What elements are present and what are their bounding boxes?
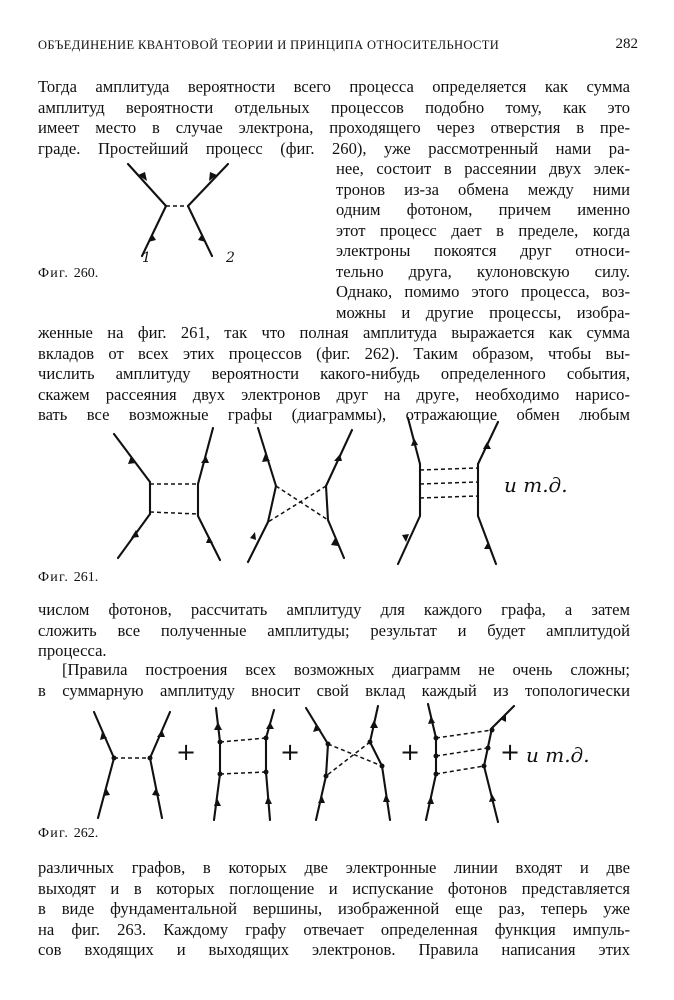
caption-number: 261. <box>73 570 99 585</box>
text-line: [Правила построения всех возможных диаграмм не очень сложны; <box>62 660 630 679</box>
text-line: в суммарную амплитуду вносит свой вклад каждый из топологически <box>38 680 630 700</box>
caption-label: Фиг. <box>38 570 70 585</box>
paragraph-4 <box>38 858 630 961</box>
feynman-diagram-ladder-2 <box>214 708 274 820</box>
paragraph-1-wrap <box>336 159 630 323</box>
etc-label: и т.д. <box>504 473 568 497</box>
text-line: тронов из-за обмена между ними <box>336 179 630 199</box>
figure-262-caption <box>38 826 98 842</box>
plus-sign: + <box>176 738 197 766</box>
text-line: выходят и в которых поглощение и испускание фотонов представляется <box>38 878 630 898</box>
figure-261-caption <box>38 570 98 586</box>
arrow-icon <box>148 234 156 242</box>
text-line: вкладов от всех этих процессов (фиг. 262). Таким образом, чтобы вы- <box>38 343 630 363</box>
text-line: нее, состоит в рассеянии двух элек- <box>336 159 630 178</box>
feynman-diagram-single <box>94 712 170 818</box>
text-line: одним фотоном, причем именно <box>336 200 630 219</box>
paragraph-3 <box>38 660 630 701</box>
figure-262 <box>80 702 600 827</box>
feynman-diagram-ladder-3 <box>398 418 498 564</box>
running-header-title: ОБЪЕДИНЕНИЕ КВАНТОВОЙ ТЕОРИИ И ПРИНЦИПА ОТНОСИТЕЛЬНОСТИ <box>38 38 500 52</box>
text-line: тельно друга, кулоновскую силу. <box>336 261 630 281</box>
text-line: числить амплитуду вероятности какого-нибудь определенного события, <box>38 364 630 383</box>
feynman-diagram-crossed <box>306 706 390 820</box>
arrow-icon <box>198 234 206 242</box>
paragraph-1-bottom <box>38 323 630 426</box>
text-line: на фиг. 263. Каждому графу отвечает определенная функция импуль- <box>38 919 630 939</box>
text-line: числом фотонов, рассчитать амплитуду для каждого графа, а затем <box>38 600 630 619</box>
electron-line <box>188 164 228 206</box>
plus-sign: + <box>500 738 521 766</box>
paragraph-2 <box>38 600 630 662</box>
figure-261 <box>100 412 580 572</box>
particle-label-2: 2 <box>226 250 235 266</box>
feynman-diagram-ladder-2 <box>114 428 220 560</box>
text-line: имеет место в случае электрона, проходящего через отверстия в пре- <box>38 118 630 137</box>
text-line: в виде фундаментальной вершины, изображенной еще раз, теперь уже <box>38 899 630 918</box>
feynman-diagram-crossed <box>248 428 352 562</box>
text-line: амплитуд вероятности отдельных процессов подобно тому, как это <box>38 97 630 117</box>
text-line: этот процесс дает в пределе, когда <box>336 220 630 240</box>
text-line: Однако, помимо этого процесса, воз- <box>336 282 630 301</box>
figure-260-caption <box>38 266 98 282</box>
text-line: сов входящих и выходящих электронов. Правила написания этих <box>38 940 630 959</box>
text-line: электроны покоятся друг относи- <box>336 241 630 260</box>
plus-sign: + <box>400 738 421 766</box>
caption-label: Фиг. <box>38 826 70 841</box>
figure-260 <box>120 158 250 270</box>
etc-label: и т.д. <box>526 743 590 767</box>
text-line: женные на фиг. 261, так что полная амплитуда выражается как сумма <box>38 323 630 342</box>
page-number: 282 <box>615 36 638 52</box>
plus-sign: + <box>280 738 301 766</box>
electron-line <box>188 206 212 256</box>
caption-number: 260. <box>73 266 99 281</box>
text-line: различных графов, в которых две электронные линии входят и две <box>38 858 630 877</box>
text-line: вать все возможные графы (диаграммы), отражающие обмен любым <box>38 405 630 424</box>
text-line: можны и другие процессы, изобра- <box>336 302 630 322</box>
particle-label-1: 1 <box>142 250 151 266</box>
text-line: сложить все полученные амплитуды; результат и будет амплитудой <box>38 620 630 640</box>
text-line: граде. Простейший процесс (фиг. 260), уже рассмотренный нами ра- <box>38 138 630 158</box>
electron-line <box>128 164 166 206</box>
electron-line <box>142 206 166 256</box>
text-line: Тогда амплитуда вероятности всего процесса определяется как сумма <box>38 77 630 96</box>
running-header <box>38 38 638 58</box>
text-line: процесса. <box>38 641 107 660</box>
caption-label: Фиг. <box>38 266 70 281</box>
paragraph-1-top <box>38 77 630 159</box>
text-line: скажем рассеяния двух электронов друг на друге, необходимо нарисо- <box>38 384 630 404</box>
caption-number: 262. <box>73 826 99 841</box>
